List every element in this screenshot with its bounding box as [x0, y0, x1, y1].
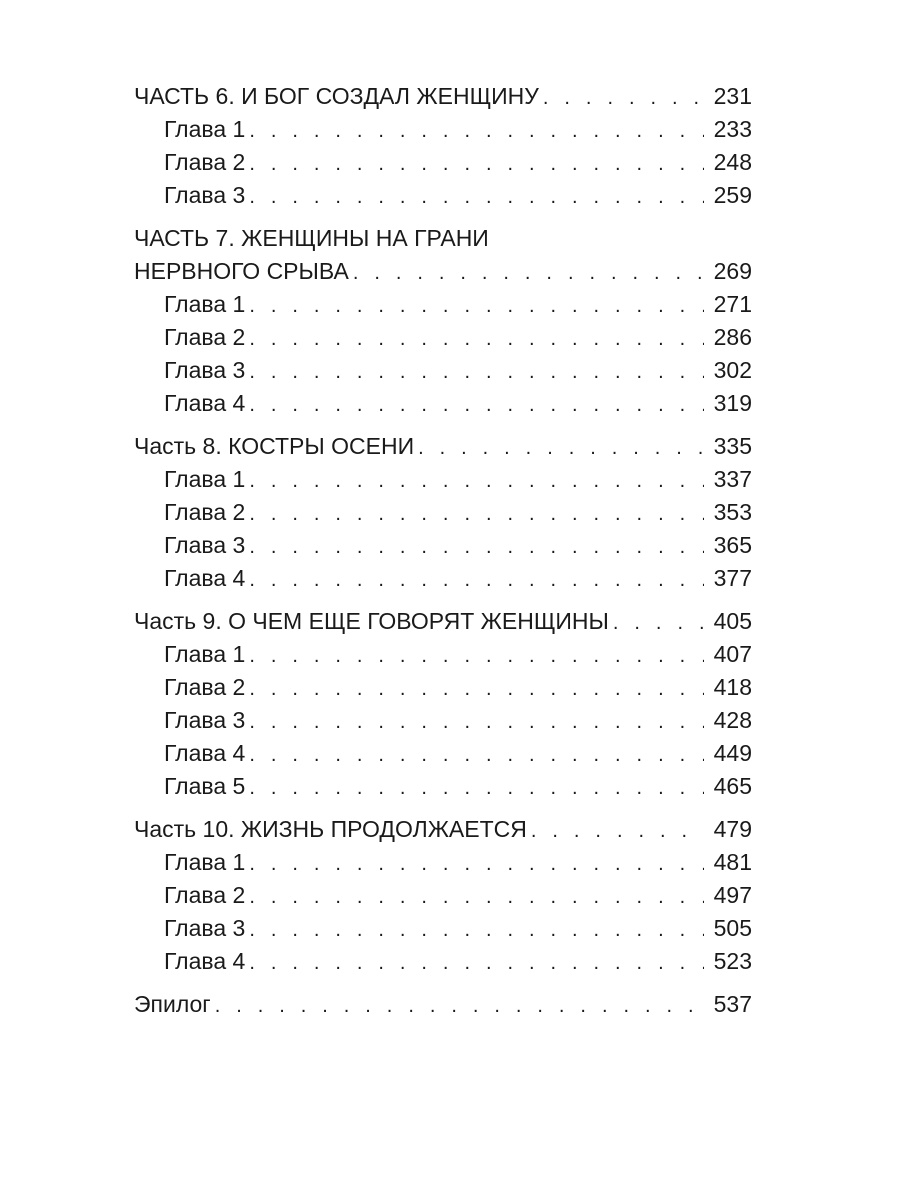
dot-leader — [215, 990, 704, 1023]
chapter-title: Глава 2 — [164, 499, 246, 525]
dot-leader — [249, 356, 704, 389]
page-number: 319 — [713, 390, 752, 416]
toc-chapter — [134, 770, 752, 803]
chapter-title: Глава 2 — [164, 882, 246, 908]
chapter-title: Глава 4 — [164, 565, 246, 591]
toc-chapter — [134, 671, 752, 704]
page-number: 286 — [713, 324, 752, 350]
toc-part-7-title-line — [134, 222, 752, 255]
chapter-title: Глава 1 — [164, 641, 246, 667]
page-number: 337 — [713, 466, 752, 492]
chapter-title: Глава 3 — [164, 357, 246, 383]
dot-leader — [249, 673, 704, 706]
part-title: Часть 10. ЖИЗНЬ ПРОДОЛЖАЕТСЯ — [134, 816, 527, 842]
toc-epilogue — [134, 988, 752, 1021]
dot-leader — [613, 607, 704, 640]
page-number: 537 — [713, 991, 752, 1017]
dot-leader — [249, 115, 704, 148]
dot-leader — [249, 498, 704, 531]
page-number: 377 — [713, 565, 752, 591]
page-number: 428 — [713, 707, 752, 733]
dot-leader — [249, 148, 704, 181]
dot-leader — [249, 706, 704, 739]
dot-leader — [249, 564, 704, 597]
toc-chapter — [134, 562, 752, 595]
chapter-title: Глава 2 — [164, 324, 246, 350]
dot-leader — [249, 739, 704, 772]
toc-part-9 — [134, 605, 752, 638]
dot-leader — [249, 947, 704, 980]
toc-chapter — [134, 179, 752, 212]
dot-leader — [249, 640, 704, 673]
dot-leader — [531, 815, 704, 848]
dot-leader — [249, 772, 704, 805]
dot-leader — [249, 290, 704, 323]
chapter-title: Глава 3 — [164, 182, 246, 208]
toc-chapter — [134, 288, 752, 321]
toc-part-8 — [134, 430, 752, 463]
part-title-continued: НЕРВНОГО СРЫВА — [134, 258, 349, 284]
page-number: 405 — [713, 608, 752, 634]
epilogue-title: Эпилог — [134, 991, 211, 1017]
dot-leader — [249, 181, 704, 214]
chapter-title: Глава 4 — [164, 390, 246, 416]
page-number: 269 — [713, 258, 752, 284]
page-number: 505 — [713, 915, 752, 941]
dot-leader — [249, 465, 704, 498]
part-title: ЧАСТЬ 7. ЖЕНЩИНЫ НА ГРАНИ — [134, 225, 489, 251]
toc-chapter — [134, 354, 752, 387]
chapter-title: Глава 3 — [164, 707, 246, 733]
chapter-title: Глава 2 — [164, 674, 246, 700]
dot-leader — [249, 323, 704, 356]
page-number: 353 — [713, 499, 752, 525]
page-number: 407 — [713, 641, 752, 667]
toc-chapter — [134, 529, 752, 562]
page-number: 302 — [713, 357, 752, 383]
page-number: 449 — [713, 740, 752, 766]
page-number: 479 — [713, 816, 752, 842]
toc-chapter — [134, 496, 752, 529]
page-number: 365 — [713, 532, 752, 558]
part-title: ЧАСТЬ 6. И БОГ СОЗДАЛ ЖЕНЩИНУ — [134, 83, 539, 109]
chapter-title: Глава 1 — [164, 116, 246, 142]
chapter-title: Глава 3 — [164, 532, 246, 558]
toc-chapter — [134, 945, 752, 978]
toc-part-10 — [134, 813, 752, 846]
chapter-title: Глава 3 — [164, 915, 246, 941]
page-number: 335 — [713, 433, 752, 459]
page-number: 259 — [713, 182, 752, 208]
dot-leader — [249, 914, 704, 947]
dot-leader — [249, 531, 704, 564]
page-number: 271 — [713, 291, 752, 317]
part-title: Часть 8. КОСТРЫ ОСЕНИ — [134, 433, 415, 459]
dot-leader — [249, 848, 704, 881]
page-number: 248 — [713, 149, 752, 175]
toc-chapter — [134, 846, 752, 879]
table-of-contents — [134, 80, 752, 1021]
toc-chapter — [134, 321, 752, 354]
page-number: 231 — [713, 83, 752, 109]
page-number: 418 — [713, 674, 752, 700]
page-number: 465 — [713, 773, 752, 799]
chapter-title: Глава 4 — [164, 740, 246, 766]
toc-chapter — [134, 737, 752, 770]
toc-part-7 — [134, 255, 752, 288]
chapter-title: Глава 4 — [164, 948, 246, 974]
chapter-title: Глава 5 — [164, 773, 246, 799]
chapter-title: Глава 1 — [164, 849, 246, 875]
toc-chapter — [134, 879, 752, 912]
dot-leader — [249, 389, 704, 422]
chapter-title: Глава 2 — [164, 149, 246, 175]
toc-chapter — [134, 704, 752, 737]
dot-leader — [418, 432, 704, 465]
chapter-title: Глава 1 — [164, 466, 246, 492]
dot-leader — [353, 257, 704, 290]
toc-chapter — [134, 912, 752, 945]
toc-chapter — [134, 463, 752, 496]
dot-leader — [543, 82, 704, 115]
page-number: 523 — [713, 948, 752, 974]
chapter-title: Глава 1 — [164, 291, 246, 317]
toc-chapter — [134, 113, 752, 146]
page-number: 233 — [713, 116, 752, 142]
toc-chapter — [134, 387, 752, 420]
page-number: 497 — [713, 882, 752, 908]
toc-chapter — [134, 638, 752, 671]
toc-chapter — [134, 146, 752, 179]
dot-leader — [249, 881, 704, 914]
part-title: Часть 9. О ЧЕМ ЕЩЕ ГОВОРЯТ ЖЕНЩИНЫ — [134, 608, 609, 634]
page-number: 481 — [713, 849, 752, 875]
toc-part-6 — [134, 80, 752, 113]
